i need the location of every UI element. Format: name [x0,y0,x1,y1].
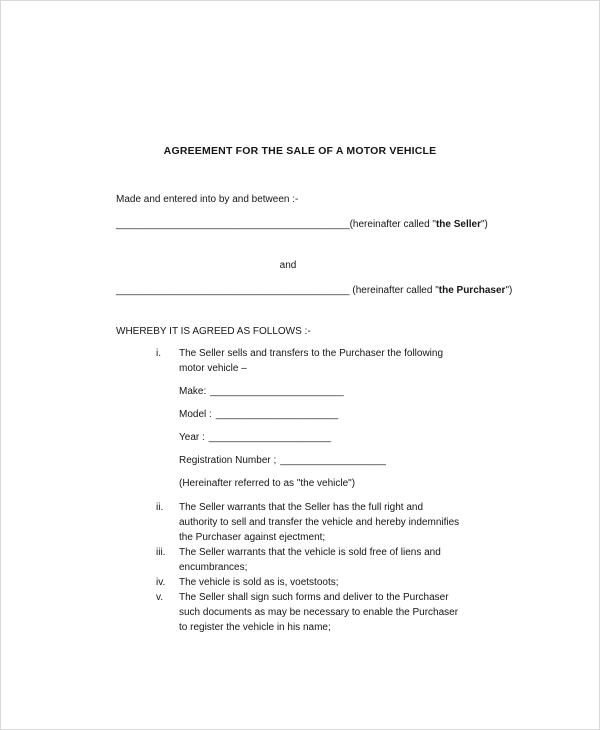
clause-item-v [116,590,484,635]
clause-text: The Seller sells and transfers to the Purchaser the following motor vehicle – [179,348,444,374]
field-make-label: Make: [179,386,207,397]
clause-list [116,346,484,635]
clause-number: ii. [156,502,164,513]
purchaser-hereinafter-pre: (hereinafter called " [349,285,439,296]
seller-hereinafter-pre: (hereinafter called " [349,219,436,230]
clause-item-iv [116,575,484,590]
clause-text: The Seller shall sign such forms and deliver to the Purchaser such documents as may be necessary to enable the Purchaser to register the vehicle in his name; [179,592,459,633]
field-registration-number [179,453,464,468]
clause-text: The Seller warrants that the vehicle is sold free of liens and encumbrances; [179,547,441,573]
purchaser-hereinafter-text [350,285,513,296]
purchaser-party-line [116,283,513,298]
clause-body [179,500,464,545]
clause-text: The Seller warrants that the Seller has the full right and authority to sell and transfer the vehicle and hereby indemnifies the Purchaser against ejectment; [179,502,460,543]
clause-text: The vehicle is sold as is, voetstoots; [179,577,339,588]
field-make-blank: ________________________ [210,386,344,397]
clause-item-iii [116,545,484,575]
document-title: AGREEMENT FOR THE SALE OF A MOTOR VEHICLE [163,145,437,157]
seller-hereinafter-text [350,219,488,230]
purchaser-hereinafter-post: ") [505,285,513,296]
clause-number: i. [156,348,161,359]
clause-body [179,590,464,635]
field-year-blank: ______________________ [208,432,332,443]
clause-number: iv. [156,577,166,588]
clause-body [179,575,464,590]
seller-term: the Seller [435,219,481,230]
field-year [179,430,464,445]
clause-number: v. [156,592,164,603]
field-registration-label: Registration Number ; [179,455,277,466]
field-make [179,384,464,399]
seller-party-line [116,217,488,232]
clause-body [179,346,464,500]
intro-line: Made and entered into by and between :- [116,194,299,205]
clause-body [179,545,464,575]
field-model-blank: ______________________ [215,409,339,420]
seller-name-blank: __________________________________________ [116,219,350,230]
and-separator: and [279,260,297,271]
field-year-label: Year : [179,432,205,443]
vehicle-reference-note: (Hereinafter referred to as "the vehicle") [179,478,356,489]
field-model [179,407,464,422]
seller-hereinafter-post: ") [481,219,488,230]
clause-item-i [116,346,484,500]
field-registration-blank: ___________________ [280,455,386,466]
purchaser-name-blank: __________________________________________ [116,285,350,296]
purchaser-term: the Purchaser [438,285,506,296]
clause-number: iii. [156,547,166,558]
whereby-heading: WHEREBY IT IS AGREED AS FOLLOWS :- [116,326,311,337]
document-content [116,145,513,635]
clause-item-ii [116,500,484,545]
field-model-label: Model : [179,409,212,420]
